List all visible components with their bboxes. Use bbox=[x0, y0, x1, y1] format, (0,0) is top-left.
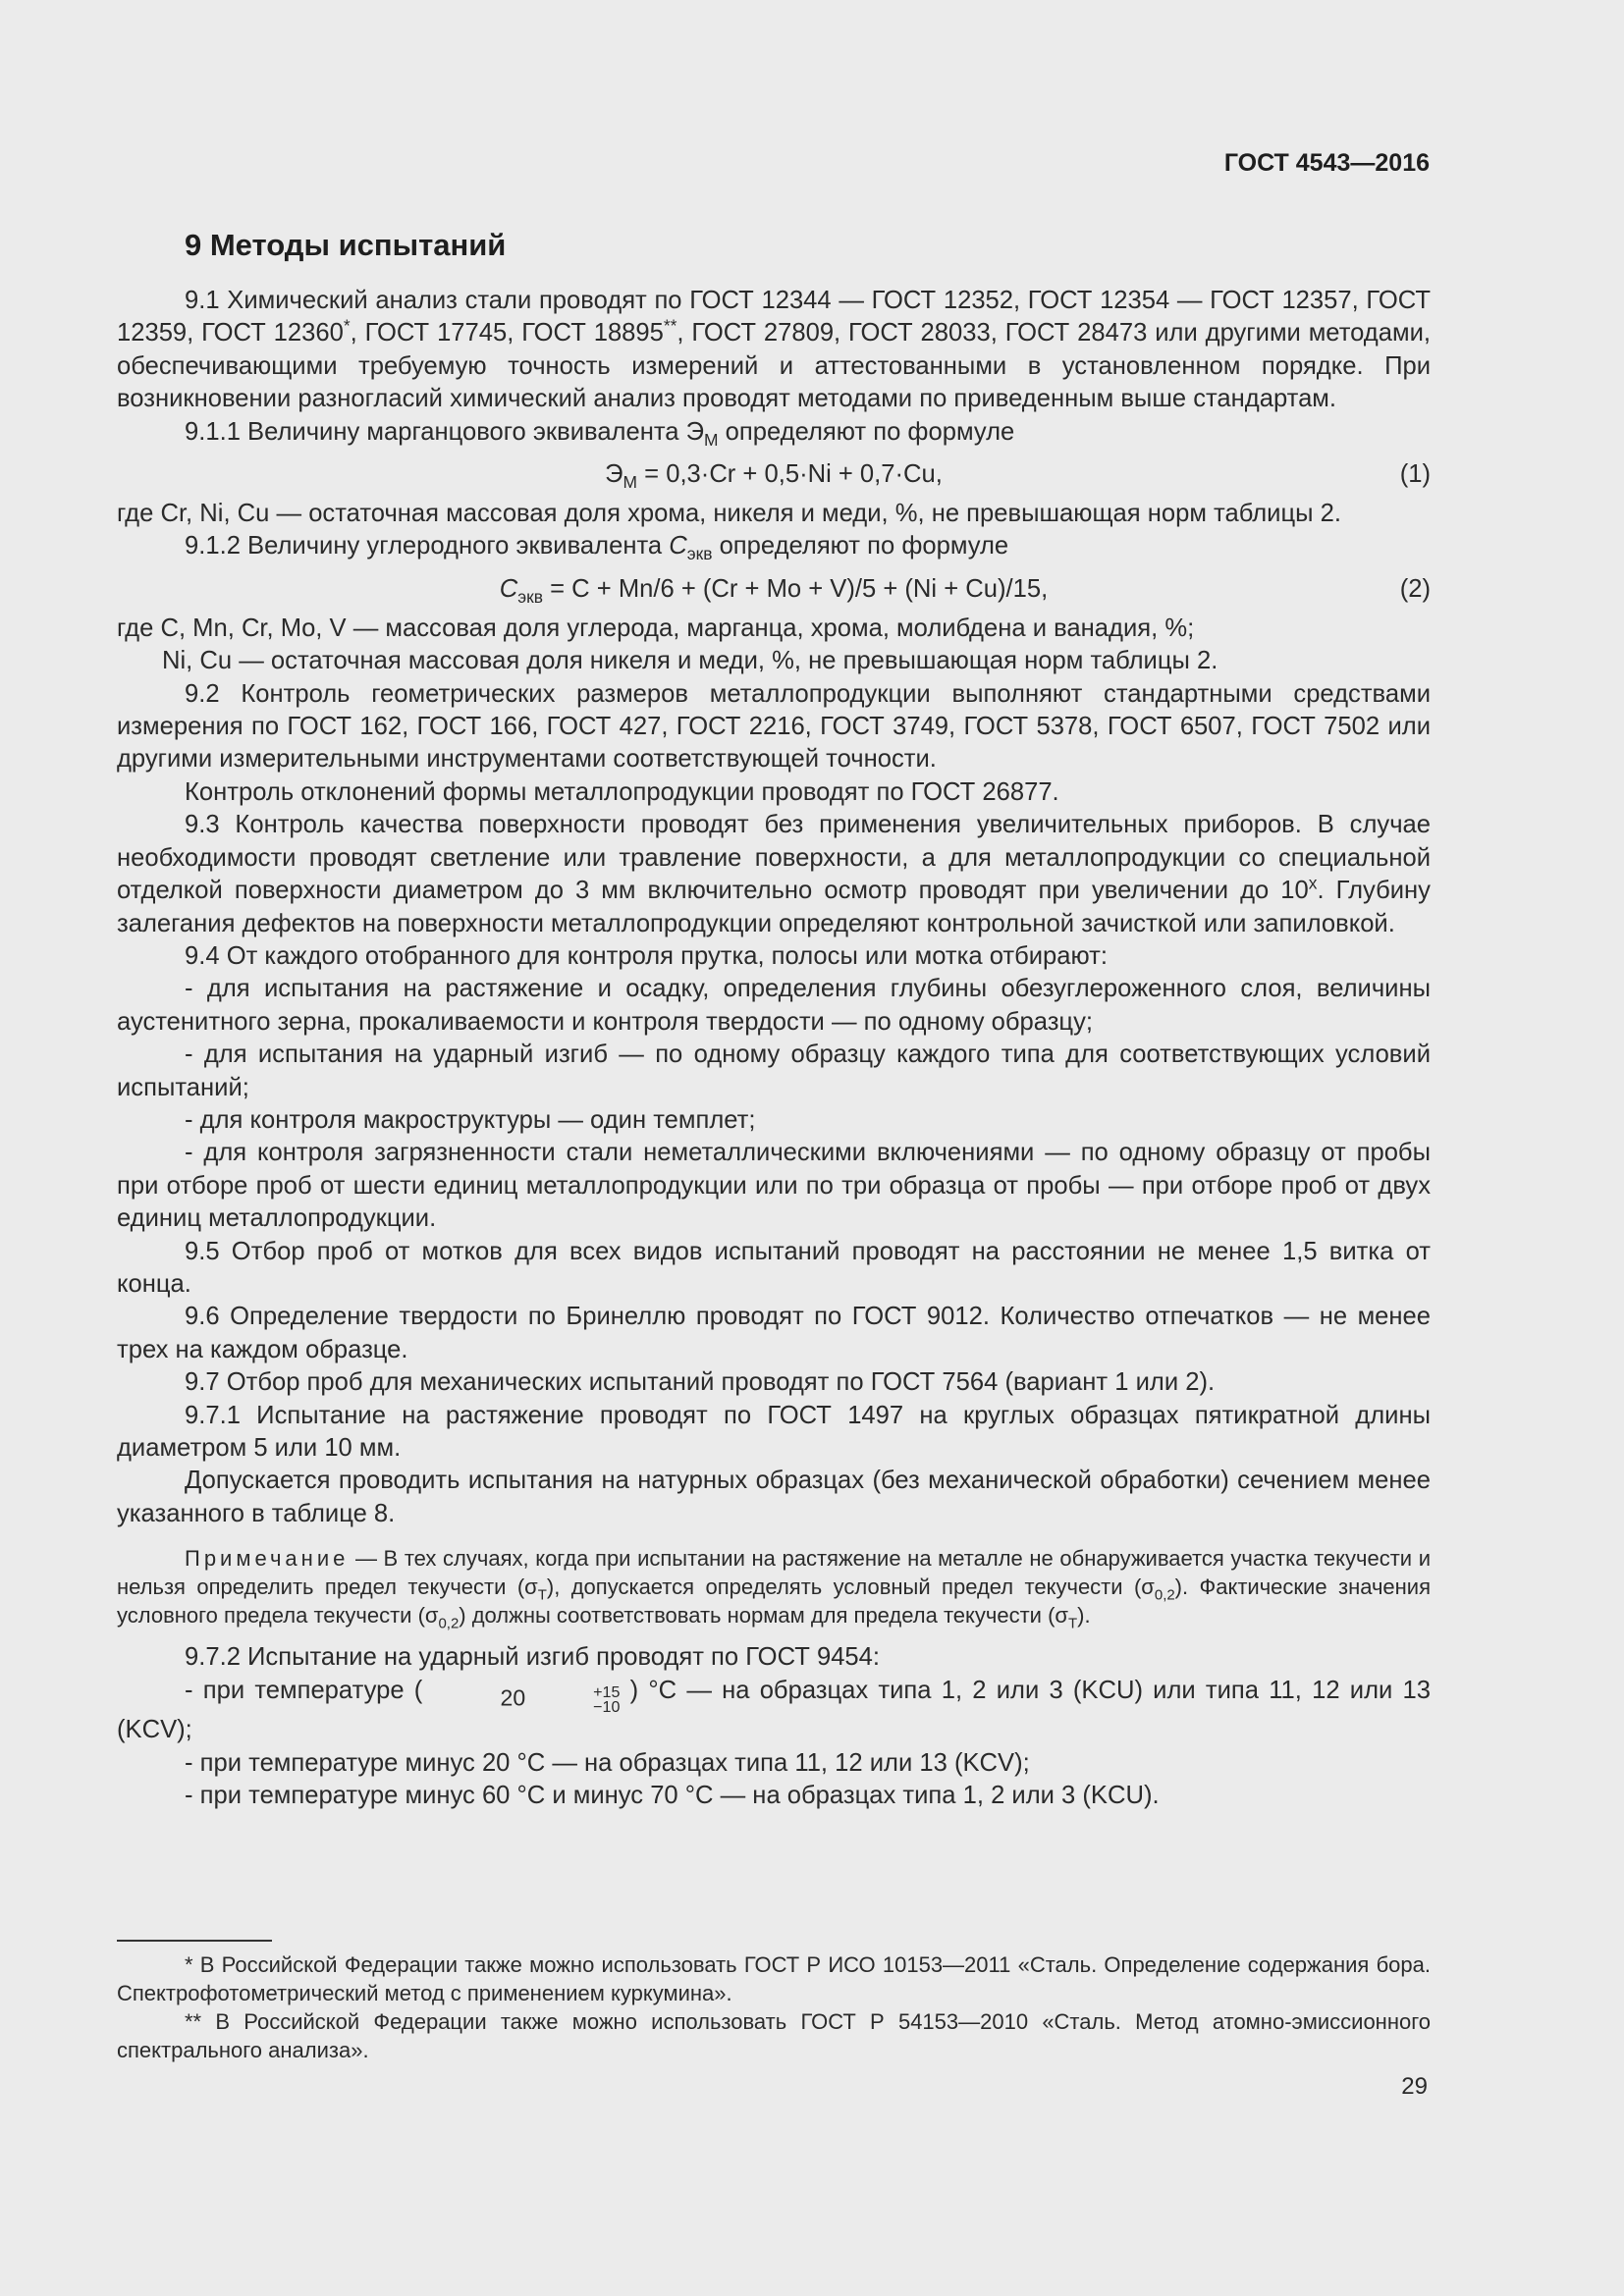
where-clause-1: где Cr, Ni, Cu — остаточная массовая доля хрома, никеля и меди, %, не превышающая норм таблицы 2. bbox=[117, 500, 1341, 528]
paragraph-9-7: 9.7 Отбор проб для механических испытаний проводят по ГОСТ 7564 (вариант 1 или 2). bbox=[185, 1368, 1216, 1397]
list-item: - для контроля загрязненности стали неметаллическими включениями — по одному образцу от пробы при отборе проб от шести единиц металлопродукции или по три образца от пробы — при отборе проб от двух единиц металлопродукции. bbox=[117, 1139, 1431, 1233]
paragraph-9-2-form: Контроль отклонений формы металлопродукции проводят по ГОСТ 26877. bbox=[185, 777, 1059, 806]
footnote-2: ** В Российской Федерации также можно использовать ГОСТ Р 54153—2010 «Сталь. Метод атомно-эмиссионного спектрального анализа». bbox=[117, 2009, 1431, 2062]
formula-2-expression: $C_{экв} = C + Mn/6 + (Cr + Mo + V)/5 + (Ni + Cu)/15$, bbox=[499, 574, 1049, 607]
paragraph-9-7-2: 9.7.2 Испытание на ударный изгиб проводят по ГОСТ 9454: bbox=[185, 1643, 881, 1672]
paragraph-9-3: 9.3 Контроль качества поверхности проводят без применения увеличительных приборов. В случае необходимости проводят светление или травление поверхности, а для металлопродукции со специальной отделкой поверхности диаметром до 3 мм включительно осмотр проводят при увеличении до $10^х$. Глубину залегания дефектов на поверхности металлопродукции определяют контрольной зачисткой или запиловкой. bbox=[117, 811, 1431, 937]
list-item: - при температуре минус 60 °C и минус 70 °C — на образцах типа 1, 2 или 3 (KCU). bbox=[185, 1781, 1160, 1809]
formula-2 bbox=[117, 569, 1431, 609]
list-item: - для испытания на растяжение и осадку, определения глубины обезуглероженного слоя, величины аустенитного зерна, прокаливаемости и контроля твердости — по одному образцу; bbox=[117, 975, 1431, 1036]
paragraph-9-7-1-allowance: Допускается проводить испытания на натурных образцах (без механической обработки) сечением менее указанного в таблице 8. bbox=[117, 1467, 1431, 1527]
footnotes bbox=[117, 1950, 1431, 2064]
formula-2-number: (2) bbox=[1399, 574, 1431, 603]
note-label: Примечание bbox=[185, 1546, 350, 1572]
formula-1-number: (1) bbox=[1399, 460, 1431, 489]
footnote-1: * В Российской Федерации также можно использовать ГОСТ Р ИСО 10153—2011 «Сталь. Определение содержания бора. Спектрофотометрический метод с применением куркумина». bbox=[117, 1952, 1431, 2005]
paragraph-9-6: 9.6 Определение твердости по Бринеллю проводят по ГОСТ 9012. Количество отпечатков — не менее трех на каждом образце. bbox=[117, 1303, 1431, 1363]
list-item: - при температуре минус 20 °C — на образцах типа 11, 12 или 13 (KCV); bbox=[185, 1748, 1030, 1777]
footnote-ref-2: ** bbox=[663, 315, 677, 336]
formula-1-expression: $Э_М = 0,3\cdot Cr + 0,5\cdot Ni + 0,7\cdot Cu$, bbox=[605, 460, 943, 493]
paragraph-9-1-2: 9.1.2 Величину углеродного эквивалента $C_{экв}$ определяют по формуле bbox=[185, 532, 1009, 564]
page-number: 29 bbox=[1401, 2073, 1428, 2100]
temperature-tolerance: 20 +15 −10 bbox=[500, 1683, 621, 1716]
paragraph-9-7-1: 9.7.1 Испытание на растяжение проводят по ГОСТ 1497 на круглых образцах пятикратной длины диаметром 5 или 10 мм. bbox=[117, 1401, 1431, 1462]
standard-code: ГОСТ 4543—2016 bbox=[1223, 149, 1430, 177]
list-item: - при температуре ( 20 +15 −10 ) °C — на образцах типа 1, 2 или 3 (KCU) или типа 11, 12 или 13 (KCV); bbox=[117, 1676, 1431, 1744]
paragraph-9-1: 9.1 Химический анализ стали проводят по ГОСТ 12344 — ГОСТ 12352, ГОСТ 12354 — ГОСТ 12357, ГОСТ 12359, ГОСТ 12360*, ГОСТ 17745, ГОСТ 18895**, ГОСТ 27809, ГОСТ 28033, ГОСТ 28473 или другими методами, обеспечивающими требуемую точность измерений и аттестованными в установленном порядке. При возникновении разногласий химический анализ проводят методами по приведенным выше стандартам. bbox=[117, 287, 1431, 413]
list-item: - для контроля макроструктуры — один темплет; bbox=[185, 1105, 756, 1134]
paragraph-9-5: 9.5 Отбор проб от мотков для всех видов испытаний проводят на расстоянии не менее 1,5 витка от конца. bbox=[117, 1237, 1431, 1298]
where-clause-2-continued: Ni, Cu — остаточная массовая доля никеля и меди, %, не превышающая норм таблицы 2. bbox=[162, 647, 1218, 675]
where-clause-2: где C, Mn, Cr, Mo, V — массовая доля углерода, марганца, хрома, молибдена и ванадия, %; bbox=[117, 614, 1195, 642]
list-item: - для испытания на ударный изгиб — по одному образцу каждого типа для соответствующих условий испытаний; bbox=[117, 1041, 1431, 1101]
note: Примечание — В тех случаях, когда при испытании на растяжение на металле не обнаруживается участка текучести и нельзя определить предел текучести $(\sigma_Т)$, допускается определять условный предел текучести $(\sigma_{0,2})$. Фактические значения условного предела текучести $(\sigma_{0,2})$ должны соответствовать нормам для предела текучести $(\sigma_Т)$. bbox=[117, 1546, 1432, 1632]
section-title: 9 Методы испытаний bbox=[185, 228, 507, 262]
paragraph-9-1-1: 9.1.1 Величину марганцового эквивалента $Э_М$ определяют по формуле bbox=[185, 417, 1015, 450]
formula-1 bbox=[117, 454, 1431, 494]
footnote-divider bbox=[117, 1940, 272, 1942]
footnote-ref-1: * bbox=[343, 315, 351, 336]
document-body bbox=[117, 285, 1431, 1812]
paragraph-9-4: 9.4 От каждого отобранного для контроля прутка, полосы или мотка отбирают: bbox=[185, 941, 1108, 970]
paragraph-9-2: 9.2 Контроль геометрических размеров металлопродукции выполняют стандартными средствами измерения по ГОСТ 162, ГОСТ 166, ГОСТ 427, ГОСТ 2216, ГОСТ 3749, ГОСТ 5378, ГОСТ 6507, ГОСТ 7502 или другими измерительными инструментами соответствующей точности. bbox=[117, 679, 1431, 774]
